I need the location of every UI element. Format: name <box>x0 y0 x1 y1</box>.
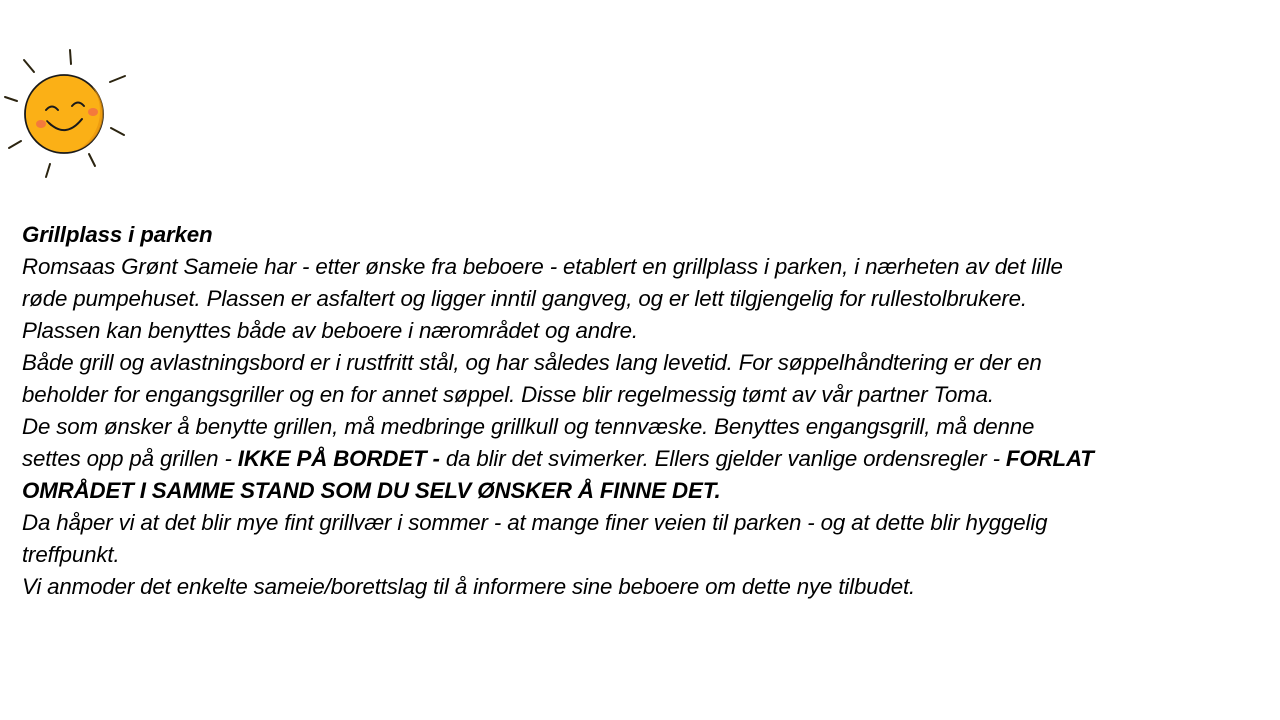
line-7-part-3: da blir det svimerker. Ellers gjelder vanlige ordensregler - <box>445 446 1006 471</box>
paragraph-line-6: De som ønsker å benytte grillen, må medbringe grillkull og tennvæske. Benyttes engangsgrill, må denne <box>22 414 1035 439</box>
announcement-text <box>22 219 1222 603</box>
paragraph-line-7 <box>22 443 1222 475</box>
paragraph-line-4: Både grill og avlastningsbord er i rustfritt stål, og har således lang levetid. For søppelhåndtering er der en <box>22 350 1042 375</box>
bold-warning-leave-end: OMRÅDET I SAMME STAND SOM DU SELV ØNSKER Å FINNE DET. <box>22 478 721 503</box>
bold-warning-table: IKKE PÅ BORDET - <box>237 446 446 471</box>
paragraph-line-10: treffpunkt. <box>22 542 120 567</box>
smiling-sun-icon <box>0 44 132 184</box>
paragraph-line-1: Romsaas Grønt Sameie har - etter ønske fra beboere - etablert en grillplass i parken, i nærheten av det lille <box>22 254 1063 279</box>
paragraph-line-3: Plassen kan benyttes både av beboere i nærområdet og andre. <box>22 318 638 343</box>
announcement-title: Grillplass i parken <box>22 222 213 247</box>
paragraph-line-2: røde pumpehuset. Plassen er asfaltert og ligger inntil gangveg, og er lett tilgjengelig for rullestolbrukere. <box>22 286 1027 311</box>
paragraph-line-9: Da håper vi at det blir mye fint grillvær i sommer - at mange finer veien til parken - og at dette blir hyggelig <box>22 510 1048 535</box>
bold-warning-leave-start: FORLAT <box>1005 446 1094 471</box>
line-7-part-1: settes opp på grillen - <box>22 446 238 471</box>
paragraph-line-11: Vi anmoder det enkelte sameie/borettslag til å informere sine beboere om dette nye tilbudet. <box>22 574 916 599</box>
paragraph-line-5: beholder for engangsgriller og en for annet søppel. Disse blir regelmessig tømt av vår partner Toma. <box>22 382 994 407</box>
